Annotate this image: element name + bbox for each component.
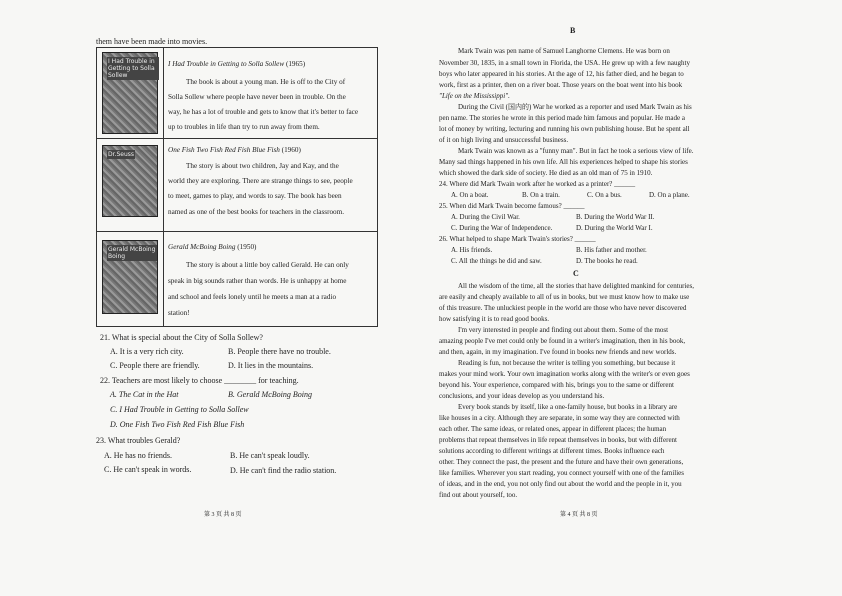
q24-option-b: B. On a train.: [522, 191, 560, 199]
book-desc-line: The story is about a little boy called Gerald. He can only: [186, 261, 349, 269]
book-desc-line: world they are exploring. There are strange things to see, people: [168, 177, 353, 185]
q26-option-d: D. The books he read.: [576, 257, 638, 265]
passage-b-line: November 30, 1835, in a small town in Florida, the USA. He grew up with a few naughty: [439, 59, 690, 67]
passage-c-line: of this treasure. The unluckiest people in the world are those who have never discovered: [439, 304, 687, 312]
q21-option-b: B. People there have no trouble.: [228, 347, 331, 356]
q22-option-b: B. Gerald McBoing Boing: [228, 390, 312, 399]
book-row: [97, 139, 378, 232]
q25-option-b: B. During the World War II.: [576, 213, 655, 221]
book-row: [97, 232, 378, 327]
book-desc-line: up to troubles in life than try to run away from them.: [168, 123, 320, 131]
book-description: [164, 48, 378, 139]
q26-option-a: A. His friends.: [451, 246, 493, 254]
question-24-stem: 24. Where did Mark Twain work after he worked as a printer? ______: [439, 180, 636, 188]
page-footer: 第 4 页 共 8 页: [560, 512, 598, 518]
book-year: (1950): [237, 243, 257, 251]
book-desc-line: The book is about a young man. He is off to the City of: [186, 78, 346, 86]
passage-c-line: amazing people I've met could only be found in a writer's imagination, then in his book,: [439, 337, 686, 345]
q25-option-c: C. During the War of Independence.: [451, 224, 553, 232]
book-desc-line: way, he has a lot of trouble and gets to know that it's better to face: [168, 108, 359, 116]
q25-option-d: D. During the World War I.: [576, 224, 653, 232]
q26-option-c: C. All the things he did and saw.: [451, 257, 542, 265]
passage-b-line: Mark Twain was pen name of Samuel Langhorne Clemens. He was born on: [458, 47, 670, 55]
page-footer: 第 3 页 共 8 页: [204, 512, 242, 518]
book-row: [97, 48, 378, 139]
passage-c-line: Reading is fun, not because the writer is telling you something, but because it: [458, 359, 676, 367]
passage-b-line: of it on high living and unsuccessful business.: [439, 136, 569, 144]
book-cover-label: Gerald McBoing Boing: [108, 246, 156, 260]
q23-option-c: C. He can't speak in words.: [104, 465, 192, 474]
passage-b-line: pen name. The stories he wrote in this period made him famous and popular. He made a: [439, 114, 685, 122]
book-desc-line: named as one of the best books for teachers in the classroom.: [168, 208, 345, 216]
book-cover-label: Dr.Seuss: [108, 151, 134, 158]
q21-option-a: A. It is a very rich city.: [110, 347, 184, 356]
q26-option-b: B. His father and mother.: [576, 246, 647, 254]
right-page: [421, 0, 842, 596]
book-year: (1960): [281, 146, 301, 154]
book-description: [164, 139, 378, 232]
question-26-stem: 26. What helped to shape Mark Twain's stories? ______: [439, 235, 596, 243]
passage-c-line: solutions according to different writings at different times. Books influence each: [439, 447, 665, 455]
passage-c-line: conclusions, and your ideas develop as you understand his.: [439, 392, 605, 400]
passage-c-line: like families. Wherever you start reading, you connect yourself with one of the families: [439, 469, 684, 477]
passage-c-line: each other. The same ideas, or related ones, appear in different places; the human: [439, 425, 667, 433]
book-desc-line: Solla Sollew where people have never been in trouble. On the: [168, 93, 346, 101]
book-cover-label: I Had Trouble in Getting to Solla Sollew: [107, 57, 159, 80]
book-title: [168, 147, 301, 154]
passage-c-line: like houses in a city. Although they are separate, in some way they are connected with: [439, 414, 680, 422]
passage-b-line: which showed the dark side of society. He died as an old man of 75 in 1910.: [439, 169, 653, 177]
passage-b-line: work, first as a printer, then on a river boat. Those years on the boat went into his book: [439, 81, 683, 89]
q22-option-c: C. I Had Trouble in Getting to Solla Sollew: [110, 405, 249, 414]
book-cover-cell: [97, 48, 164, 139]
q24-option-a: A. On a boat.: [451, 191, 489, 199]
book-desc-line: to meet, games to play, and words to say. The book has been: [168, 192, 342, 200]
section-b-heading: B: [570, 26, 576, 35]
passage-c-line: makes your mind work. Your own imagination works along with the writer's or even goes: [439, 370, 690, 378]
book-title-text: I Had Trouble in Getting to Solla Sollew: [168, 60, 285, 68]
passage-c-line: how satisfying it is to read good books.: [439, 315, 550, 323]
book-cover-image: [102, 240, 158, 314]
intro-text: them have been made into movies.: [96, 37, 208, 46]
passage-b-line: Mark Twain was known as a "funny man". But in fact he took a serious view of life.: [458, 147, 694, 155]
q23-option-d: D. He can't find the radio station.: [230, 466, 337, 475]
passage-c-line: I'm very interested in people and finding out about them. Some of the most: [458, 326, 669, 334]
question-21-stem: 21. What is special about the City of Solla Sollew?: [100, 333, 263, 342]
q24-option-d: D. On a plane.: [649, 191, 690, 199]
book-cover-image: [102, 52, 158, 134]
book-title-text: One Fish Two Fish Red Fish Blue Fish: [168, 146, 280, 154]
passage-c-line: of ideas, and in the end, you not only find out about the world and the people in it, you: [439, 480, 682, 488]
q22-option-a: A. The Cat in the Hat: [110, 390, 179, 399]
passage-b-line: During the Civil (国内的) War he worked as a reporter and used Mark Twain as his: [458, 103, 692, 111]
section-c-heading: C: [573, 269, 579, 278]
passage-c-line: find out about yourself, too.: [439, 491, 518, 499]
book-description: [164, 232, 378, 327]
passage-c-line: other. They connect the past, the present and the future and have their own generations,: [439, 458, 684, 466]
q25-option-a: A. During the Civil War.: [451, 213, 520, 221]
passage-b-line: Many sad things happened in his own life. All his experiences helped to shape his stories: [439, 158, 688, 166]
q22-option-d: D. One Fish Two Fish Red Fish Blue Fish: [110, 420, 245, 429]
question-25-stem: 25. When did Mark Twain become famous? ______: [439, 202, 585, 210]
passage-b-line: lot of money by writing, lecturing and running his own publishing house. But he spent all: [439, 125, 690, 133]
q21-option-c: C. People there are friendly.: [110, 361, 200, 370]
passage-c-line: Every book stands by itself, like a one-family house, but books in a library are: [458, 403, 678, 411]
passage-c-line: All the wisdom of the time, all the stories that have delighted mankind for centuries,: [458, 282, 694, 290]
q23-option-a: A. He has no friends.: [104, 451, 172, 460]
question-23-stem: 23. What troubles Gerald?: [96, 436, 181, 445]
q21-option-d: D. It lies in the mountains.: [228, 361, 314, 370]
book-title: [168, 61, 305, 68]
book-desc-line: The story is about two children, Jay and Kay, and the: [186, 162, 339, 170]
book-cover-image: [102, 145, 158, 217]
book-cover-cell: [97, 232, 164, 327]
q23-option-b: B. He can't speak loudly.: [230, 451, 310, 460]
book-year: (1965): [285, 60, 306, 68]
passage-b-line: boys who later appeared in his stories. At the age of 12, his father died, and he began to: [439, 70, 684, 78]
passage-c-line: and then, again, in my imagination. I've found in books new friends and new worlds.: [439, 348, 677, 356]
book-desc-line: speak in big sounds rather than words. He is unhappy at home: [168, 277, 347, 285]
question-22-stem: 22. Teachers are most likely to choose ________ for teaching.: [100, 376, 299, 385]
book-table: [96, 47, 378, 327]
book-title: [168, 244, 256, 251]
passage-c-line: beyond his. Your experience, compared with his, brings you to the same or different: [439, 381, 674, 389]
book-desc-line: and school and feels lonely until he meets a man at a radio: [168, 293, 337, 301]
passage-c-line: are easily and cheaply available to all of us in books, but we must know how to make use: [439, 293, 690, 301]
q24-option-c: C. On a bus.: [587, 191, 622, 199]
passage-b-line: "Life on the Mississippi".: [439, 92, 510, 100]
book-cover-cell: [97, 139, 164, 232]
book-title-text: Gerald McBoing Boing: [168, 243, 236, 251]
passage-c-line: problems that repeat themselves in life repeat themselves in books, but with different: [439, 436, 677, 444]
book-desc-line: station!: [168, 309, 190, 317]
